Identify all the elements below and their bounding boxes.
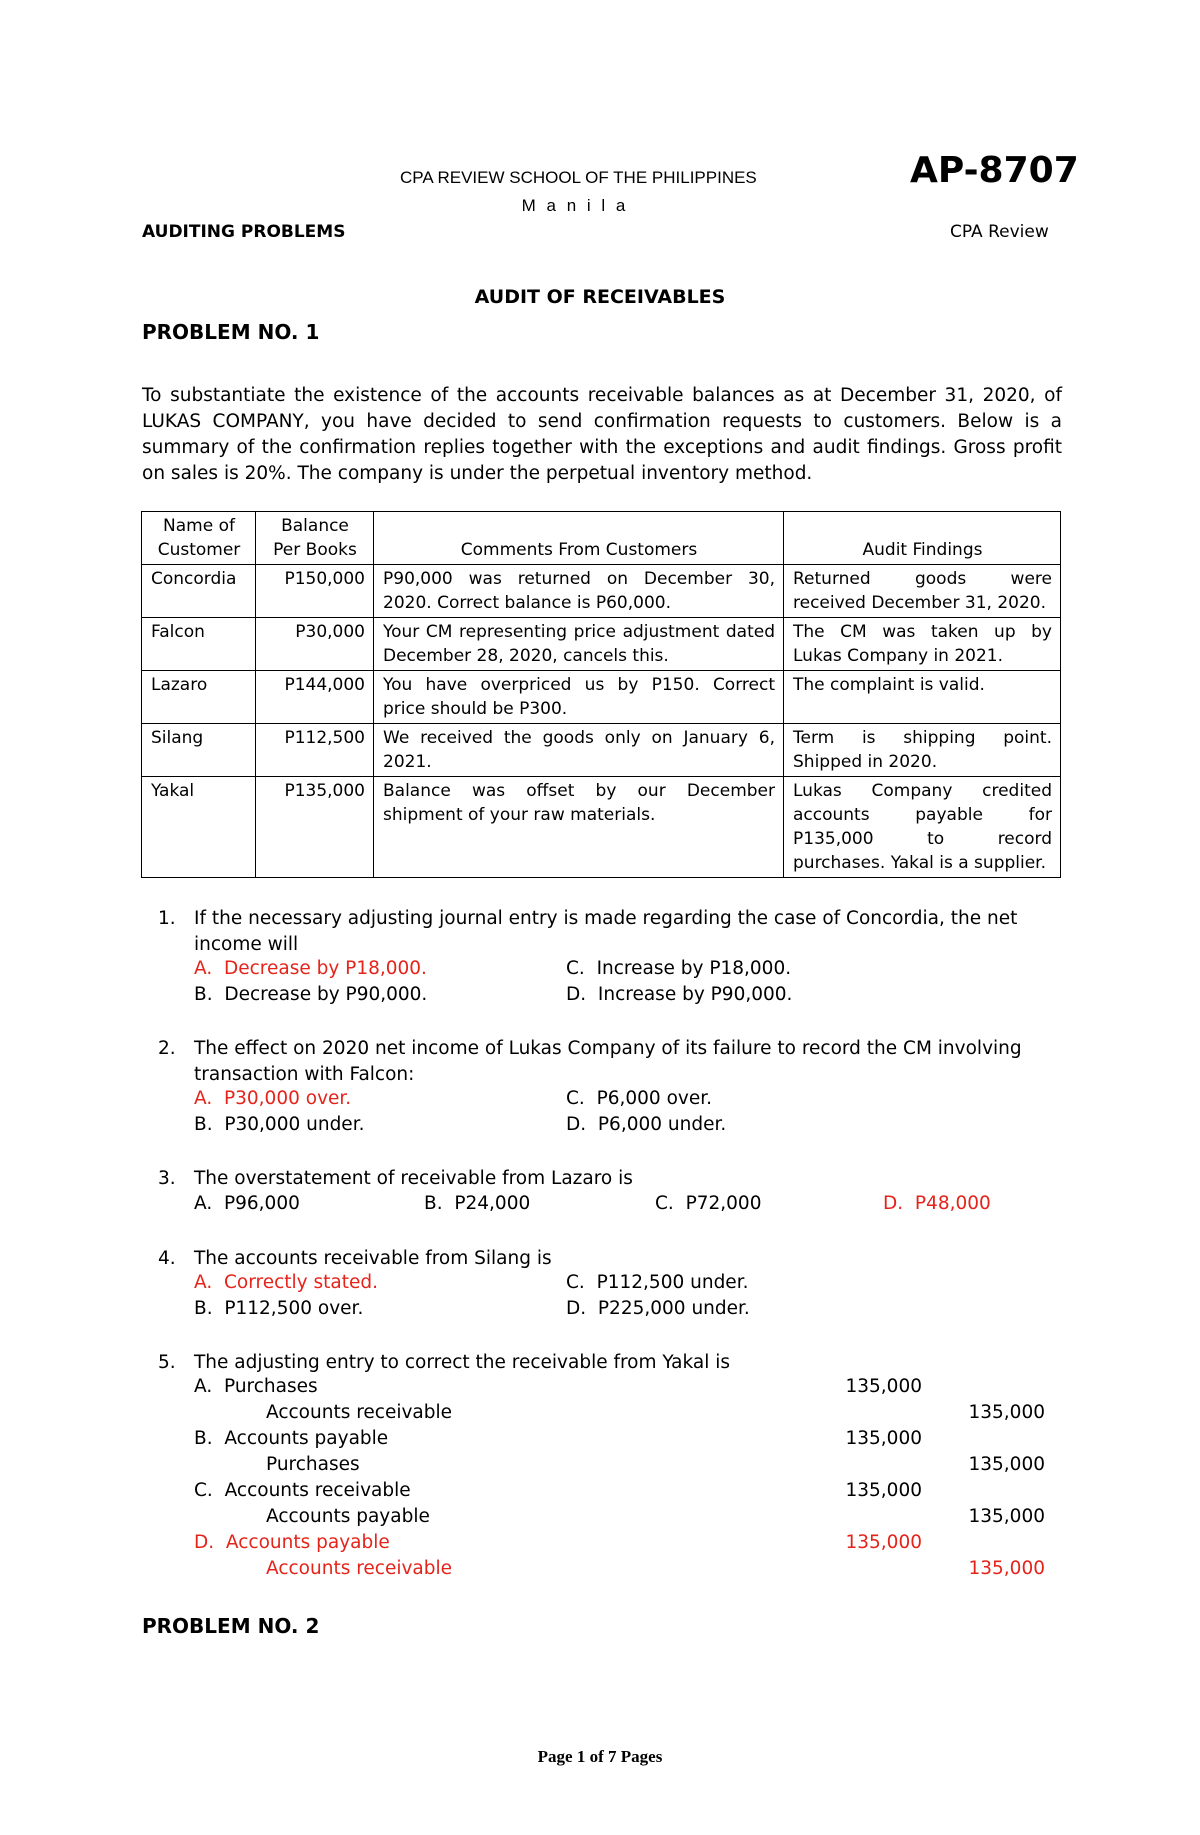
cell-name: Silang [142,724,256,777]
question-number: 5. [158,1352,176,1373]
problem-2-heading: PROBLEM NO. 2 [142,1614,320,1638]
question-number: 2. [158,1038,176,1059]
option-b: B. P24,000 [424,1193,531,1214]
subject-label: AUDITING PROBLEMS [142,222,346,242]
entry-d-credit-amount: 135,000 [968,1558,1045,1579]
entry-d-debit-amount: 135,000 [845,1532,922,1553]
cell-comment: P90,000 was returned on December 30, 2020. Correct balance is P60,000. [374,565,784,618]
question-text: The effect on 2020 net income of Lukas Company of its failure to record the CM involving transaction with Falcon: [194,1038,1022,1085]
table-row [142,618,1061,671]
cell-balance: P135,000 [256,777,374,878]
document-title: AUDIT OF RECEIVABLES [474,286,726,308]
option-c: C. P72,000 [655,1193,762,1214]
entry-c-debit: C. Accounts receivable [194,1480,411,1501]
cell-name: Concordia [142,565,256,618]
option-d: D. P48,000 [883,1193,991,1214]
option-a: A. Decrease by P18,000. [194,958,427,979]
cell-finding: Lukas Company credited accounts payable for P135,000 to record purchases. Yakal is a supplier. [784,777,1061,878]
question-text: The adjusting entry to correct the receivable from Yakal is [194,1352,731,1373]
review-label: CPA Review [950,222,1049,242]
header-comments: Comments From Customers [374,512,784,565]
table-row [142,724,1061,777]
entry-c-credit-amount: 135,000 [968,1506,1045,1527]
header-findings: Audit Findings [784,512,1061,565]
entry-a-credit: Accounts receivable [266,1402,453,1423]
option-d: D. P6,000 under. [566,1114,727,1135]
question-text: If the necessary adjusting journal entry is made regarding the case of Concordia, the net income will [194,908,1018,955]
question-4 [158,1246,1068,1272]
question-number: 1. [158,908,176,929]
entry-d-debit: D. Accounts payable [194,1532,390,1553]
cell-name: Falcon [142,618,256,671]
entry-a-debit: A. Purchases [194,1376,318,1397]
option-b: B. Decrease by P90,000. [194,984,428,1005]
entry-b-credit-amount: 135,000 [968,1454,1045,1475]
option-d: D. Increase by P90,000. [566,984,793,1005]
question-2 [158,1036,1068,1088]
cell-name: Lazaro [142,671,256,724]
cell-comment: We received the goods only on January 6, 2021. [374,724,784,777]
entry-a-debit-amount: 135,000 [845,1376,922,1397]
table-row [142,671,1061,724]
header-balance: Balance Per Books [256,512,374,565]
cell-balance: P150,000 [256,565,374,618]
option-c: C. P112,500 under. [566,1272,749,1293]
entry-a-credit-amount: 135,000 [968,1402,1045,1423]
question-number: 4. [158,1248,176,1269]
table-row [142,565,1061,618]
document-code: AP-8707 [910,150,1079,191]
table-row [142,777,1061,878]
cell-comment: You have overpriced us by P150. Correct price should be P300. [374,671,784,724]
cell-finding: The CM was taken up by Lukas Company in 2021. [784,618,1061,671]
option-b: B. P30,000 under. [194,1114,365,1135]
page-footer: Page 1 of 7 Pages [537,1747,663,1766]
option-a: A. P30,000 over. [194,1088,352,1109]
option-c: C. P6,000 over. [566,1088,713,1109]
problem-1-heading: PROBLEM NO. 1 [142,320,320,344]
option-d: D. P225,000 under. [566,1298,750,1319]
problem-1-intro: To substantiate the existence of the accounts receivable balances as at December 31, 2020, of LUKAS COMPANY, you have decided to send confirmation requests to customers. Below is a summary of the confirmation replies together with the exceptions and audit findings. Gross profit on sales is 20%. The company is under the perpetual inventory method. [142,385,1062,484]
question-1 [158,906,1068,958]
cell-finding: The complaint is valid. [784,671,1061,724]
school-name: CPA REVIEW SCHOOL OF THE PHILIPPINES [400,168,757,187]
entry-d-credit: Accounts receivable [266,1558,453,1579]
question-text: The accounts receivable from Silang is [194,1248,552,1269]
question-text: The overstatement of receivable from Lazaro is [194,1168,633,1189]
entry-b-debit-amount: 135,000 [845,1428,922,1449]
city-name: M a n i l a [521,196,629,215]
cell-finding: Returned goods were received December 31, 2020. [784,565,1061,618]
cell-comment: Your CM representing price adjustment dated December 28, 2020, cancels this. [374,618,784,671]
option-c: C. Increase by P18,000. [566,958,792,979]
table-header-row [142,512,1061,565]
entry-b-credit: Purchases [266,1454,360,1475]
cell-comment: Balance was offset by our December shipment of your raw materials. [374,777,784,878]
question-number: 3. [158,1168,176,1189]
cell-balance: P30,000 [256,618,374,671]
cell-balance: P144,000 [256,671,374,724]
entry-c-credit: Accounts payable [266,1506,430,1527]
cell-finding: Term is shipping point. Shipped in 2020. [784,724,1061,777]
question-3 [158,1166,1068,1192]
cell-balance: P112,500 [256,724,374,777]
option-b: B. P112,500 over. [194,1298,364,1319]
option-a: A. P96,000 [194,1193,300,1214]
option-a: A. Correctly stated. [194,1272,378,1293]
confirmation-table [141,511,1061,878]
question-5 [158,1350,1068,1376]
cell-name: Yakal [142,777,256,878]
entry-b-debit: B. Accounts payable [194,1428,389,1449]
entry-c-debit-amount: 135,000 [845,1480,922,1501]
header-name: Name of Customer [142,512,256,565]
